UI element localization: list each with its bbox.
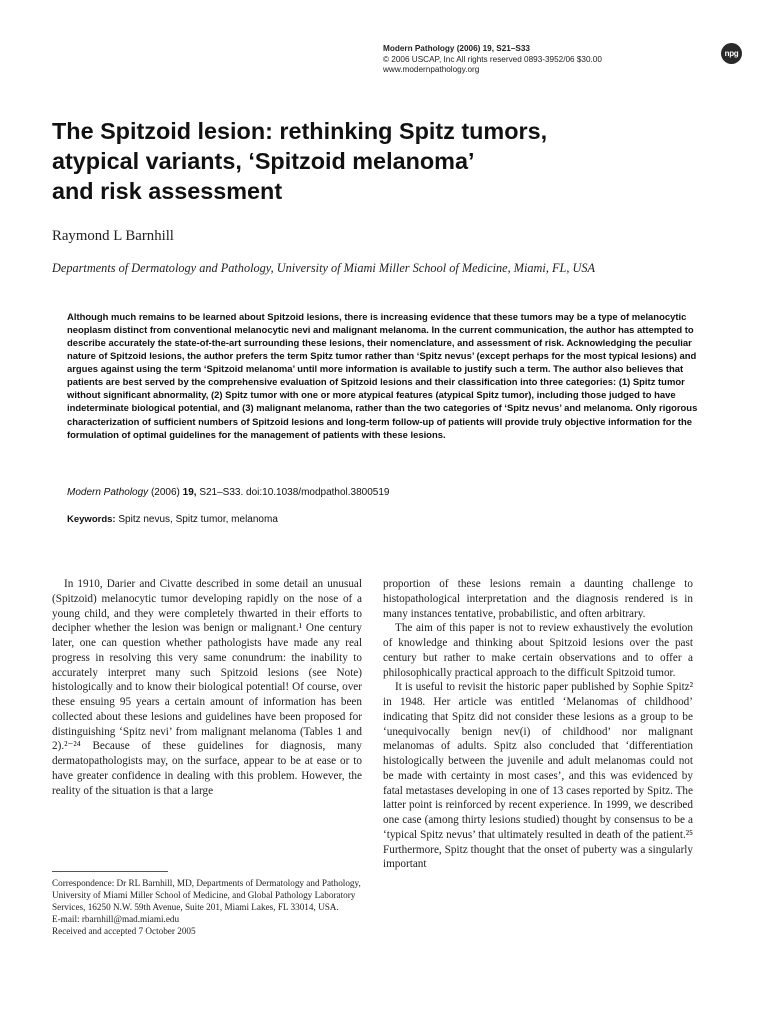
abstract: Although much remains to be learned about Spitzoid lesions, there is increasing evidence that these tumors may be a type of melanocytic neoplasm distinct from conventional melanocytic nevi and malignant melanoma. In the current communication, the author has attempted to describe accurately the state-of-the-art surrounding these lesions, their nomenclature, and assessment of risk. Acknowledging the peculiar nature of Spitzoid lesions, the author prefers the term Spitz tumor rather than ‘Spitz nevus’ (except perhaps for the most typical lesions) and argues against using the term ‘Spitzoid melanoma’ until more information is available to justify such a term. The author also believes that patients are best served by the comprehensive evaluation of Spitzoid lesions and their classification into three categories: (1) Spitz tumor without significant abnormality, (2) Spitz tumor with one or more atypical features (atypical Spitz tumor), including those judged to have indeterminate biological potential, and (3) malignant melanoma, rather than the two categories of ‘Spitz nevus’ and melanoma. Only rigorous characterization of sufficient numbers of Spitzoid lesions and long-term follow-up of patients will provide truly objective information for the formulation of optimal guidelines for the management of patients with these lesions. [67,312,698,441]
body-column-right [383,577,693,872]
body-paragraph: The aim of this paper is not to review exhaustively the evolution of knowledge and thinking about Spitzoid lesions over the past century but rather to make certain observations and to offer a philosophically practical approach to the difficult Spitzoid tumor. [383,622,693,679]
citation-year: (2006) [150,487,180,498]
received-date: Received and accepted 7 October 2005 [52,926,196,937]
footnote-divider [52,871,168,872]
body-column-left [52,577,362,798]
article-title [52,116,732,206]
article-citation [67,487,707,498]
title-line: and risk assessment [52,178,283,204]
author-name: Raymond L Barnhill [52,228,174,244]
body-paragraph: It is useful to revisit the historic paper published by Sophie Spitz² in 1948. Her article was entitled ‘Melanomas of childhood’ indicating that Spitz did not consider these lesions as a group to be ‘unequivocally benign nev(i) of childhood’ nor malignant melanomas of adults. Spitz also concluded that ‘differentiation histologically between the juvenile and adult melanomas could not be made with certainty in most cases’, and this was evidenced by fatal metastases developing in one of 13 cases reported by Spitz. The latter point is reinforced by recent experience. In 1999, we described one case (among thirty lesions studied) thought by consensus to be a ‘typical Spitz nevus’ that ultimately resulted in death of the patient.²⁵ Furthermore, Spitz thought that the onset of puberty was a singularly important [383,681,693,871]
publisher-logo-text: npg [724,49,739,58]
journal-header [383,44,713,76]
keywords [67,514,707,525]
keywords-label: Keywords: [67,514,116,525]
correspondence-footnote [52,877,364,937]
citation-pages-doi: S21–S33. doi:10.1038/modpathol.3800519 [199,487,390,498]
body-paragraph: proportion of these lesions remain a daunting challenge to histopathological interpretation and the diagnosis rendered is in many instances tentative, probabilistic, and often arbitrary. [383,578,693,620]
copyright-line: © 2006 USCAP, Inc All rights reserved 0893-3952/06 $30.00 [383,54,602,64]
journal-url: www.modernpathology.org [383,65,480,75]
correspondence-address: Correspondence: Dr RL Barnhill, MD, Departments of Dermatology and Pathology, University of Miami Miller School of Medicine, and Global Pathology Laboratory Services, 16250 N.W. 59th Avenue, Suite 201, Miami Lakes, FL 33014, USA. [52,878,361,913]
journal-citation-line: Modern Pathology (2006) 19, S21–S33 [383,44,530,53]
citation-journal: Modern Pathology [67,487,149,498]
publisher-logo [721,43,742,64]
correspondence-email: E-mail: rbarnhill@mad.miami.edu [52,914,180,925]
title-line: atypical variants, ‘Spitzoid melanoma’ [52,148,475,174]
author-affiliation: Departments of Dermatology and Pathology, University of Miami Miller School of Medicine, Miami, FL, USA [52,261,596,275]
body-paragraph: In 1910, Darier and Civatte described in some detail an unusual (Spitzoid) melanocytic tumor developing rapidly on the nose of a young child, and they were completely thwarted in their efforts to decipher whether the lesion was benign or malignant.¹ One century later, one can question whether pathologists have made any real progress in resolving this very same conundrum: the inability to accurately interpret many such Spitzoid lesions (see Note) histologically and to know their biological potential! Of course, over these ensuing 95 years a certain amount of information has been collected about these lesions and guidelines have been proposed for distinguishing ‘Spitz nevi’ from malignant melanoma (Tables 1 and 2).²⁻²⁴ Because of these guidelines for diagnosis, many dermatopathologists may, on the surface, appear to be at ease or to have greater confidence in dealing with this problem. However, the reality of the situation is that a large [52,578,362,797]
keywords-text: Spitz nevus, Spitz tumor, melanoma [118,514,278,525]
title-line: The Spitzoid lesion: rethinking Spitz tumors, [52,118,548,144]
citation-volume: 19, [182,487,197,498]
